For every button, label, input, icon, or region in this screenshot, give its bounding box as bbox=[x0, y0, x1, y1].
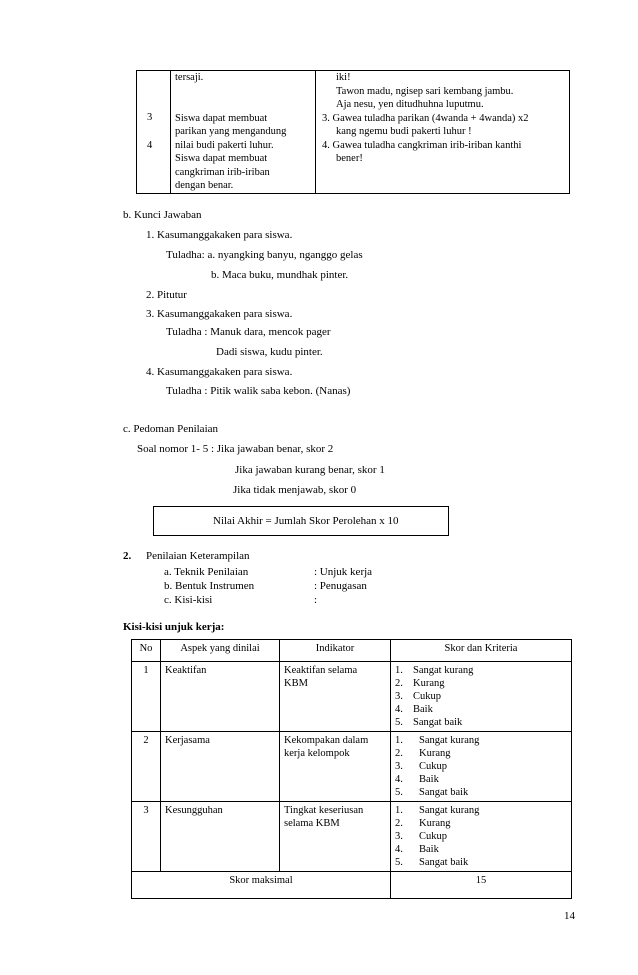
rubric-indikator bbox=[280, 662, 391, 732]
rubric-aspek: Kesungguhan bbox=[161, 802, 280, 872]
row4-task-line: dengan benar. bbox=[175, 180, 234, 191]
criteria-item: 4. Baik bbox=[395, 774, 439, 785]
keterampilan-number: 2. bbox=[123, 550, 132, 562]
task-table bbox=[136, 70, 570, 194]
task-desc-cell bbox=[171, 71, 316, 194]
rubric-no: 1 bbox=[132, 662, 161, 732]
row3-task-line: Siswa dapat membuat bbox=[175, 112, 268, 124]
criteria-item: 2. Kurang bbox=[395, 818, 451, 829]
rubric-indikator-line: Tingkat keseriusan bbox=[284, 805, 364, 816]
formula-box bbox=[153, 506, 449, 536]
criteria-item: 1. Sangat kurang bbox=[395, 805, 480, 816]
bentuk-value: : Penugasan bbox=[314, 580, 367, 592]
question-3-line: 3. Gawea tuladha parikan (4wanda + 4wanda) x2 bbox=[322, 112, 529, 124]
rubric-criteria bbox=[391, 732, 572, 802]
teknik-value: : Unjuk kerja bbox=[314, 566, 373, 578]
rubric-row bbox=[132, 802, 572, 872]
kunci-item-3: 3. Kasumanggakaken para siswa. bbox=[146, 308, 293, 320]
criteria-item: 4. Baik bbox=[395, 704, 433, 715]
criteria-item: 4. Baik bbox=[395, 844, 439, 855]
criteria-item: 3. Cukup bbox=[395, 761, 448, 772]
pedoman-line: Jika tidak menjawab, skor 0 bbox=[233, 484, 357, 496]
kisi-heading: Kisi-kisi unjuk kerja: bbox=[123, 621, 225, 633]
kisi-value: : bbox=[314, 594, 318, 606]
rubric-table bbox=[131, 639, 572, 899]
rubric-indikator-line: KBM bbox=[284, 678, 308, 689]
rubric-no: 2 bbox=[132, 732, 161, 802]
row3-task-line: nilai budi pakerti luhur. bbox=[175, 139, 274, 151]
criteria-item: 1. Sangat kurang bbox=[395, 735, 480, 746]
rubric-indikator-line: Keaktifan selama bbox=[284, 665, 358, 676]
rubric-total-row bbox=[132, 872, 572, 899]
kunci-item-4-example: Tuladha : Pitik walik saba kebon. (Nanas) bbox=[166, 385, 351, 397]
pedoman-line: Soal nomor 1- 5 : Jika jawaban benar, skor 2 bbox=[137, 443, 334, 455]
kunci-item-2: 2. Pitutur bbox=[146, 289, 187, 301]
criteria-item: 1. Sangat kurang bbox=[395, 665, 474, 676]
keterampilan-heading: Penilaian Keterampilan bbox=[146, 550, 250, 562]
bentuk-label: b. Bentuk Instrumen bbox=[164, 580, 255, 592]
kunci-item-1: 1. Kasumanggakaken para siswa. bbox=[146, 229, 293, 241]
rubric-indikator bbox=[280, 732, 391, 802]
kunci-item-1-example: b. Maca buku, mundhak pinter. bbox=[211, 269, 349, 281]
kunci-item-1-example: Tuladha: a. nyangking banyu, nganggo gelas bbox=[166, 249, 363, 261]
kunci-item-3-example: Tuladha : Manuk dara, mencok pager bbox=[166, 326, 331, 338]
rubric-row bbox=[132, 662, 572, 732]
task-no-cell bbox=[137, 71, 171, 194]
rubric-indikator bbox=[280, 802, 391, 872]
criteria-item: 5. Sangat baik bbox=[395, 787, 469, 798]
col-header: Indikator bbox=[280, 640, 391, 662]
row3-no: 3 bbox=[147, 112, 153, 123]
rubric-indikator-line: Kekompakan dalam bbox=[284, 735, 369, 746]
kisi-label: c. Kisi-kisi bbox=[164, 594, 213, 606]
rubric-row bbox=[132, 732, 572, 802]
rubric-indikator-line: selama KBM bbox=[284, 818, 340, 829]
task-cont-text: tersaji. bbox=[175, 72, 204, 83]
rubric-criteria bbox=[391, 662, 572, 732]
teknik-label: a. Teknik Penilaian bbox=[164, 566, 249, 578]
rubric-aspek: Keaktifan bbox=[161, 662, 280, 732]
criteria-item: 2. Kurang bbox=[395, 678, 445, 689]
question-cont-line: Aja nesu, yen ditudhuhna luputmu. bbox=[336, 99, 484, 110]
kunci-item-4: 4. Kasumanggakaken para siswa. bbox=[146, 366, 293, 378]
col-header: Aspek yang dinilai bbox=[161, 640, 280, 662]
row4-no: 4 bbox=[147, 139, 153, 151]
rubric-indikator-line: kerja kelompok bbox=[284, 748, 350, 759]
question-4-line: bener! bbox=[336, 153, 363, 164]
criteria-item: 2. Kurang bbox=[395, 748, 451, 759]
criteria-item: 3. Cukup bbox=[395, 831, 448, 842]
question-cont-line: Tawon madu, ngisep sari kembang jambu. bbox=[336, 85, 514, 97]
total-label: Skor maksimal bbox=[132, 872, 391, 899]
rubric-no: 3 bbox=[132, 802, 161, 872]
rubric-criteria bbox=[391, 802, 572, 872]
question-cont-line: iki! bbox=[336, 72, 351, 83]
row3-task-line: parikan yang mengandung bbox=[175, 126, 287, 137]
pedoman-heading: c. Pedoman Penilaian bbox=[123, 423, 219, 435]
criteria-item: 5. Sangat baik bbox=[395, 717, 463, 728]
question-cell bbox=[316, 71, 570, 194]
kunci-heading: b. Kunci Jawaban bbox=[123, 209, 202, 221]
kunci-item-3-example: Dadi siswa, kudu pinter. bbox=[216, 346, 323, 358]
row4-task-line: Siswa dapat membuat bbox=[175, 153, 268, 164]
pedoman-line: Jika jawaban kurang benar, skor 1 bbox=[235, 464, 385, 476]
total-value: 15 bbox=[391, 872, 572, 899]
rubric-header-row bbox=[132, 640, 572, 662]
criteria-item: 5. Sangat baik bbox=[395, 857, 469, 868]
rubric-aspek: Kerjasama bbox=[161, 732, 280, 802]
col-header: Skor dan Kriteria bbox=[391, 640, 572, 662]
question-4-line: 4. Gawea tuladha cangkriman irib-iriban kanthi bbox=[322, 139, 522, 151]
col-header: No bbox=[132, 640, 161, 662]
row4-task-line: cangkriman irib-iriban bbox=[175, 166, 270, 178]
page-number: 14 bbox=[564, 910, 575, 922]
formula-text: Nilai Akhir = Jumlah Skor Perolehan x 10 bbox=[213, 515, 399, 527]
criteria-item: 3. Cukup bbox=[395, 691, 442, 702]
question-3-line: kang ngemu budi pakerti luhur ! bbox=[336, 126, 472, 137]
